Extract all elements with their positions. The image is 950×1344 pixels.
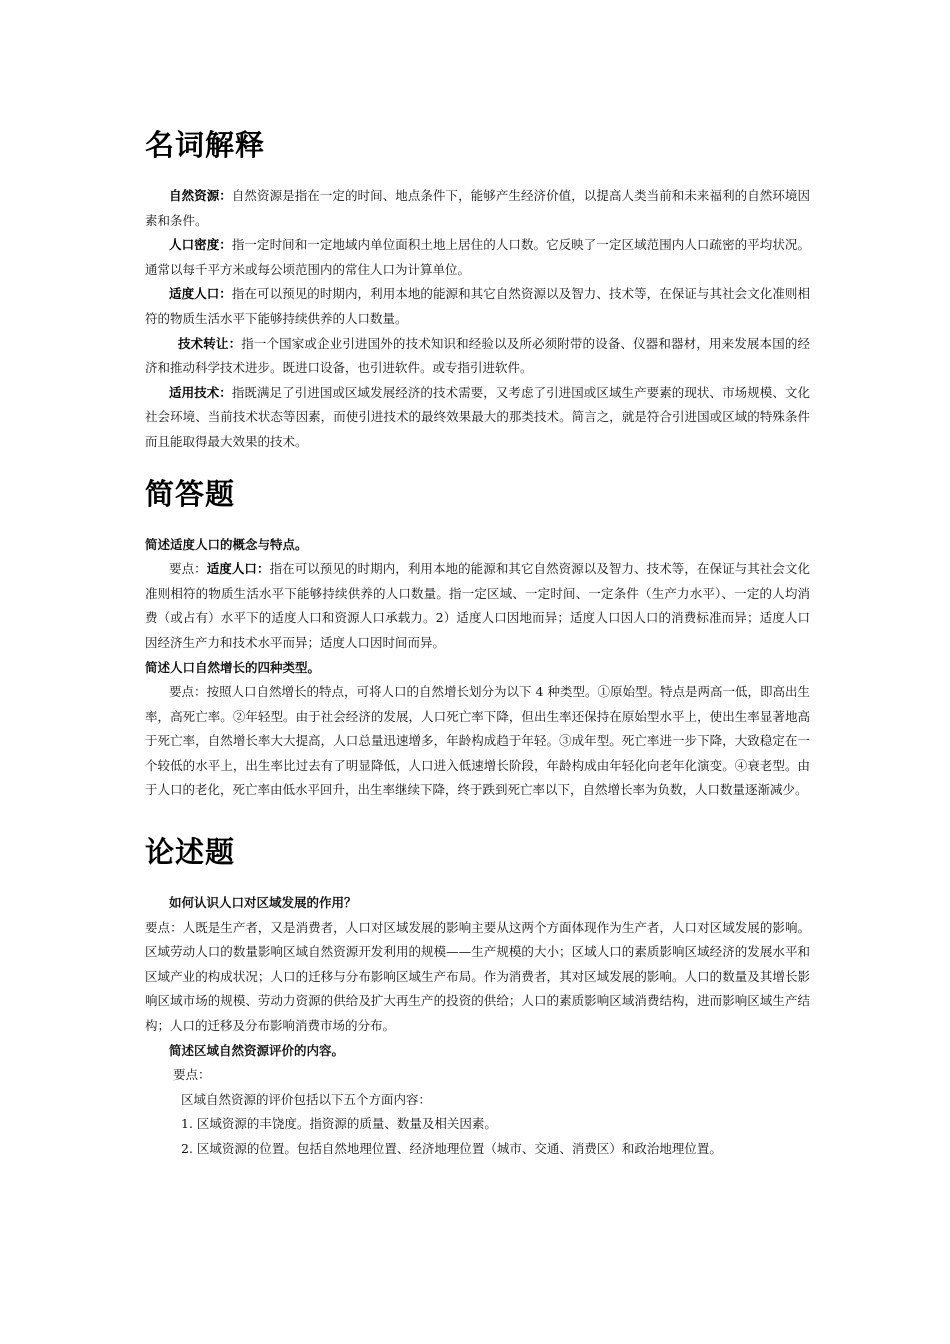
term-definition: 指一个国家或企业引进国外的技术知识和经验以及所必须附带的设备、仪器和器材，用来发展本国的经济和推动科学技术进步。既进口设备，也引进软件。或专指引进软件。: [145, 335, 810, 376]
answer-paragraph: 要点：人既是生产者，又是消费者，人口对区域发展的影响主要从这两个方面体现作为生产者，人口对区域发展的影响。区域劳动人口的数量影响区域自然资源开发利用的规模——生产规模的大小；区域人口的素质影响区域经济的发展水平和区域产业的构成状况；人口的迁移与分布影响区域生产布局。作为消费者，其对区域发展的影响。人口的数量及其增长影响区域市场的规模、劳动力资源的供给及扩大再生产的投资的供给；人口的素质影响区域消费结构，进而影响区域生产结构；人口的迁移及分布影响消费市场的分布。: [145, 919, 810, 1034]
section-heading-essay: 论述题: [145, 835, 236, 870]
answer-line: 区域自然资源的评价包括以下五个方面内容：: [181, 1091, 432, 1107]
term-label: 人口密度：: [169, 237, 232, 253]
term-paragraph: [145, 381, 810, 455]
answer-paragraph: 要点：按照人口自然增长的特点，可将人口的自然增长划分为以下 4 种类型。①原始型。特点是两高一低，即高出生率，高死亡率。②年轻型。由于社会经济的发展，人口死亡率下降，但出生率还保持在原始型水平上，使出生率显著地高于死亡率，自然增长率大大提高，人口总量迅速增多，年龄构成趋于年轻。③成年型。死亡率进一步下降，大致稳定在一个较低的水平上，出生率比过去有了明显降低，人口进入低速增长阶段，年龄构成由年轻化向老年化演变。④衰老型。由于人口的老化，死亡率由低水平回升，出生率继续下降，终于跌到死亡率以下，自然增长率为负数，人口数量逐渐减少。: [145, 684, 810, 798]
term-paragraph: [145, 184, 810, 233]
question-title: 简述适度人口的概念与特点。: [145, 536, 308, 552]
term-label: 自然资源：: [169, 188, 232, 203]
answer-list-item: 1. 区域资源的丰饶度。指资源的质量、数量及相关因素。: [181, 1116, 497, 1132]
term-definition: 指一定时间和一定地域内单位面积土地上居住的人口数。它反映了一定区域范围内人口疏密的平均状况。通常以每千平方米或每公顷范围内的常住人口为计算单位。: [145, 237, 810, 277]
term-label: 适度人口：: [169, 286, 232, 302]
term-label: 技术转让：: [178, 335, 242, 351]
answer-paragraph: [145, 557, 810, 655]
term-label: 适用技术：: [169, 384, 232, 400]
term-definition: 指在可以预见的时期内，利用本地的能源和其它自然资源以及智力、技术等，在保证与其社会文化准则相符的物质生活水平下能够持续供养的人口数量。: [145, 286, 810, 326]
answer-text: 指在可以预见的时期内，利用本地的能源和其它自然资源以及智力、技术等，在保证与其社会文化准则相符的物质生活水平下能够持续供养的人口数量。指一定区域、一定时间、一定条件（生产力水平）、一定的人均消费（或占有）水平下的适度人口和资源人口承载力。2）适度人口因地而异；适度人口因人口的消费标准而异；适度人口因经济生产力和技术水平而异；适度人口因时间而异。: [145, 561, 810, 650]
question-title: 如何认识人口对区域发展的作用？: [169, 895, 357, 911]
term-paragraph: [145, 233, 810, 282]
term-definition: 指既满足了引进国或区域发展经济的技术需要，又考虑了引进国或区域生产要素的现状、市场规模、文化社会环境、当前技术状态等因素，而使引进技术的最终效果最大的那类技术。简言之，就是符合引进国或区域的特殊条件而且能取得最大效果的技术。: [145, 384, 810, 449]
answer-list-item: 2. 区域资源的位置。包括自然地理位置、经济地理位置（城市、交通、消费区）和政治地理位置。: [181, 1141, 722, 1156]
question-title: 简述区域自然资源评价的内容。: [169, 1042, 345, 1058]
term-paragraph: [145, 282, 810, 331]
question-title: 简述人口自然增长的四种类型。: [145, 659, 321, 675]
document-content: [145, 122, 810, 1162]
answer-prefix: 要点：: [169, 561, 207, 577]
section-heading-terms: 名词解释: [145, 128, 266, 162]
answer-line: 要点：: [173, 1067, 211, 1083]
section-heading-short-answer: 简答题: [145, 476, 236, 511]
term-definition: 自然资源是指在一定的时间、地点条件下，能够产生经济价值，以提高人类当前和未来福利的自然环境因素和条件。: [145, 188, 810, 228]
answer-term: 适度人口：: [206, 561, 270, 577]
term-paragraph: [145, 332, 810, 381]
